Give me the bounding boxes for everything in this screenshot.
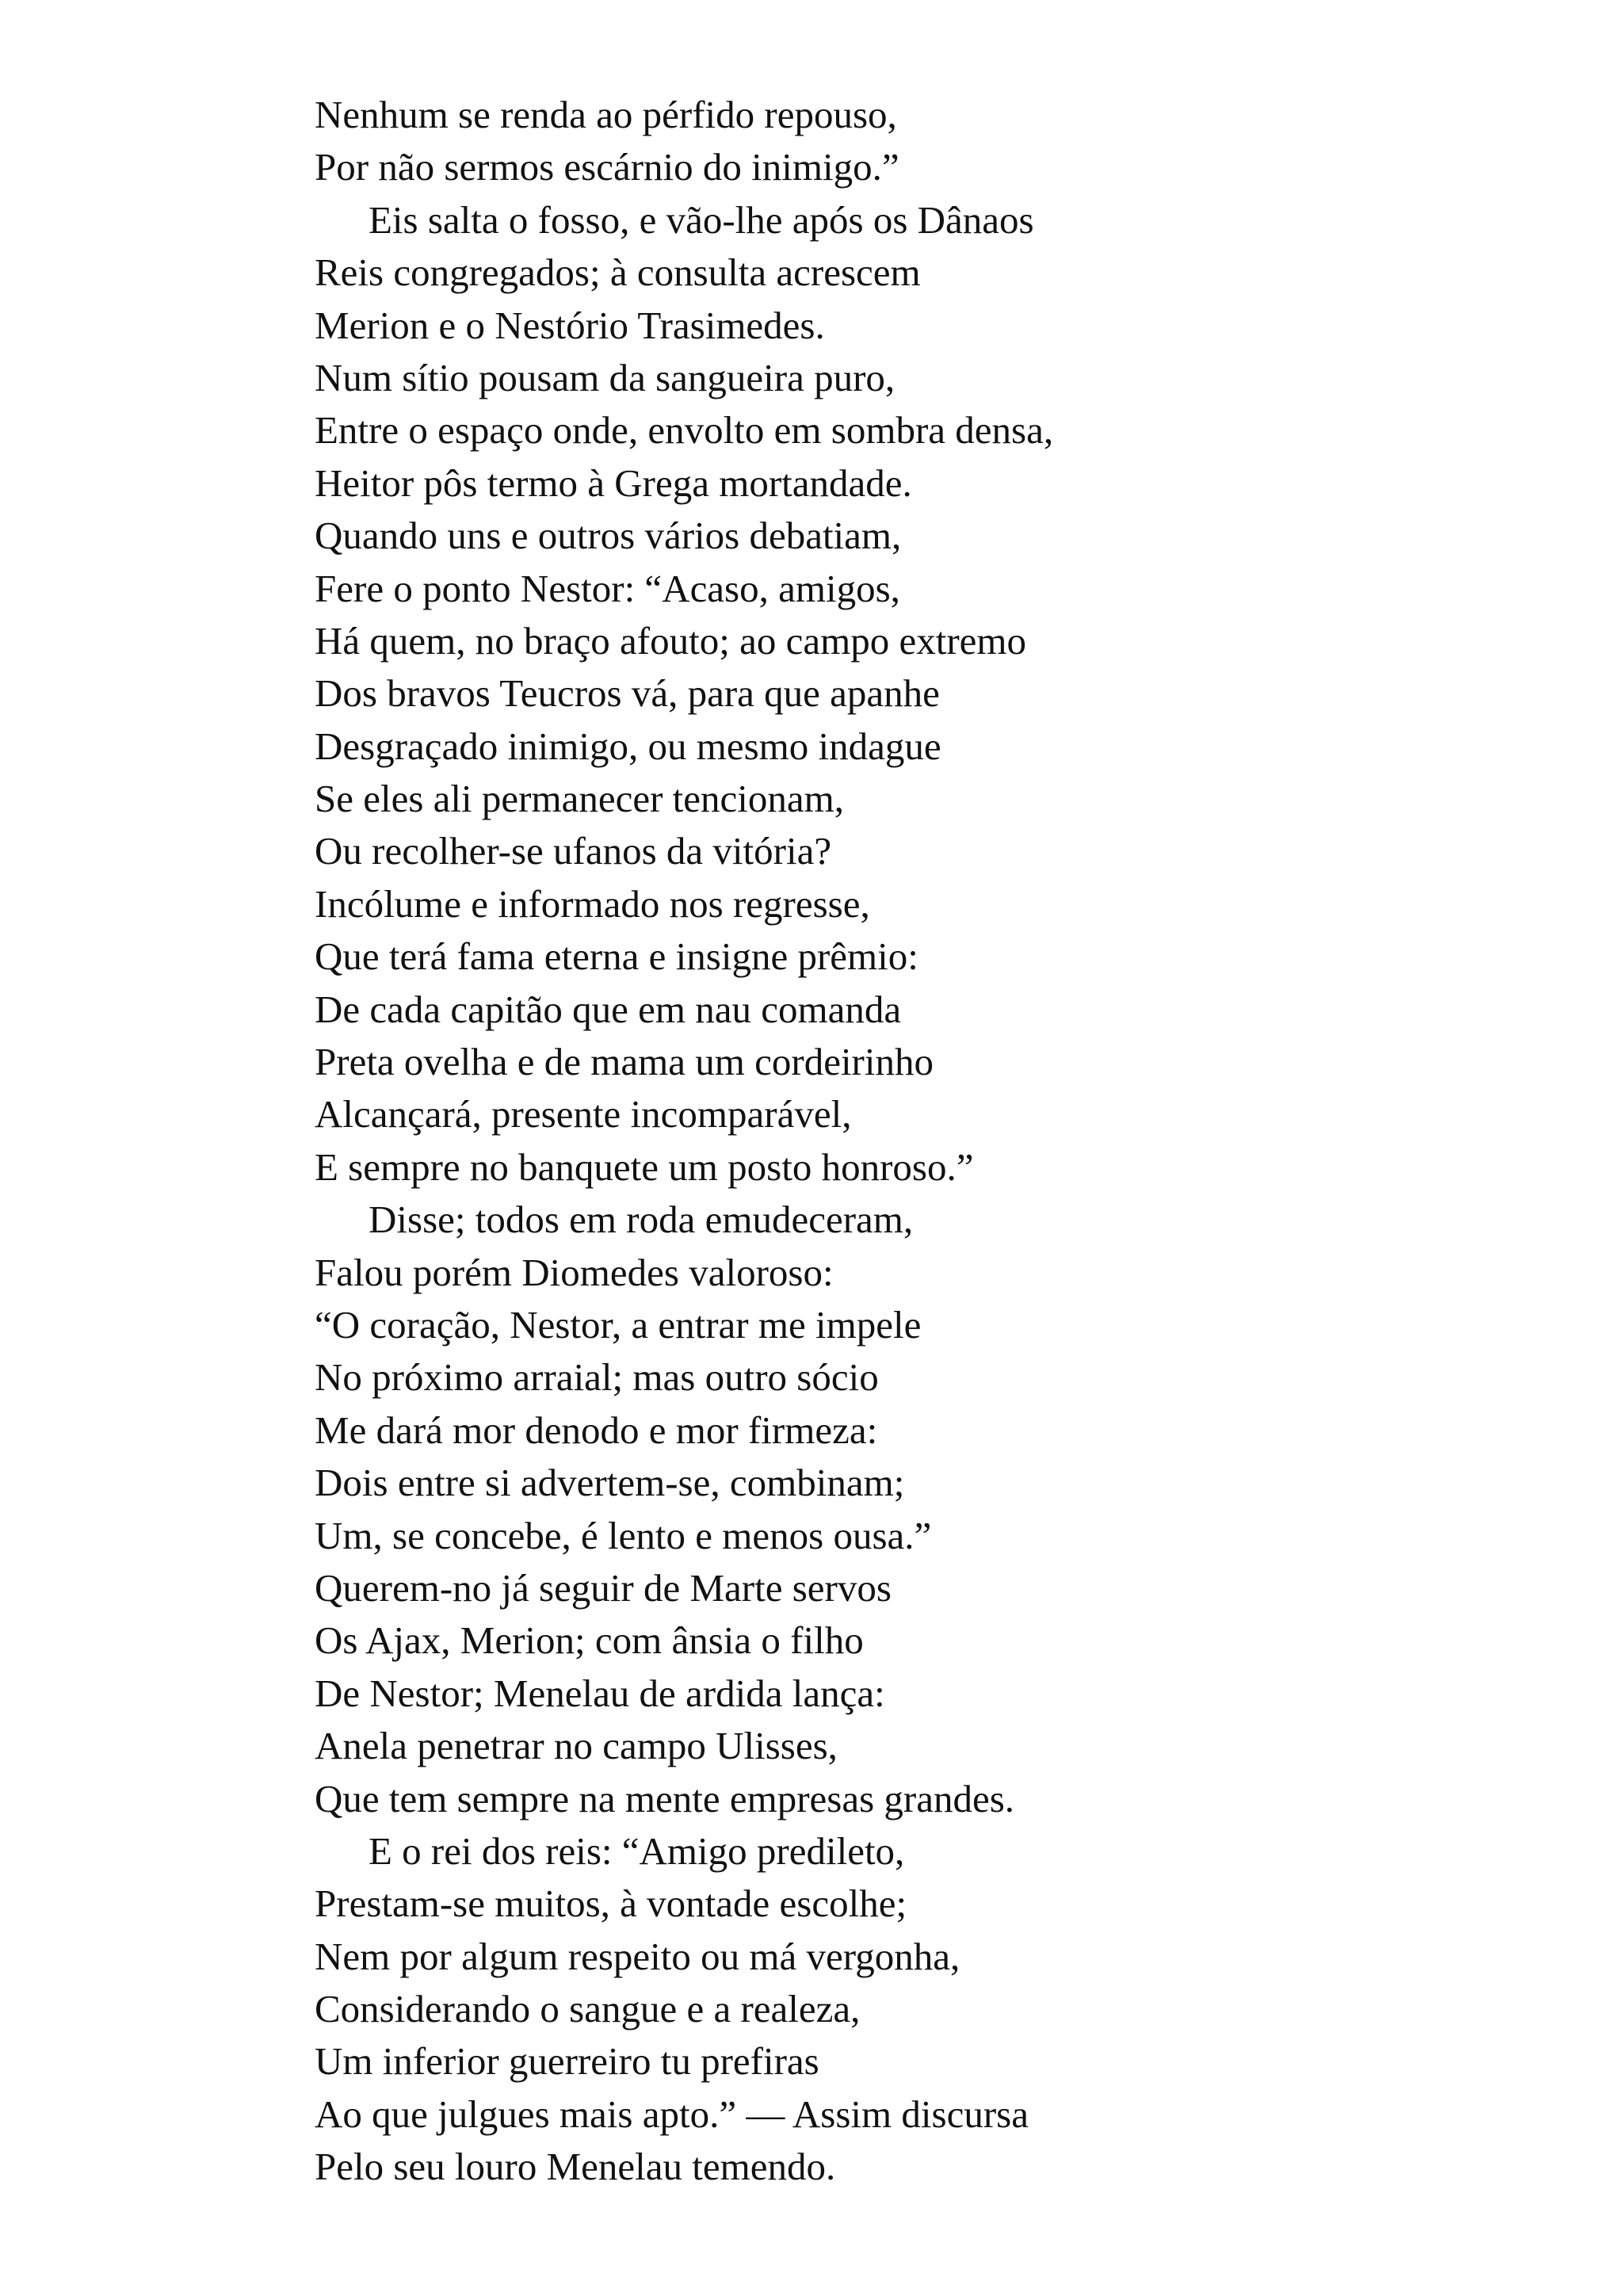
poem-line: Prestam-se muitos, à vontade escolhe; bbox=[315, 1881, 907, 1926]
poem-line: Desgraçado inimigo, ou mesmo indague bbox=[315, 724, 941, 768]
poem-line: E o rei dos reis: “Amigo predileto, bbox=[369, 1828, 905, 1873]
poem-line: Ou recolher-se ufanos da vitória? bbox=[315, 829, 832, 873]
poem-line: Num sítio pousam da sangueira puro, bbox=[315, 355, 896, 399]
poem-line: Heitor pôs termo à Grega mortandade. bbox=[315, 460, 912, 505]
poem-line: Entre o espaço onde, envolto em sombra densa, bbox=[315, 408, 1054, 453]
poem-line: Que tem sempre na mente empresas grandes. bbox=[315, 1776, 1015, 1820]
poem-line: Um inferior guerreiro tu prefiras bbox=[315, 2039, 819, 2084]
poem-line: Que terá fama eterna e insigne prêmio: bbox=[315, 934, 918, 979]
poem-line: Me dará mor denodo e mor firmeza: bbox=[315, 1408, 878, 1452]
poem-line: De cada capitão que em nau comanda bbox=[315, 987, 902, 1031]
poem-line: Se eles ali permanecer tencionam, bbox=[315, 777, 844, 821]
poem-line: Nem por algum respeito ou má vergonha, bbox=[315, 1934, 960, 1978]
poem-line: Fere o ponto Nestor: “Acaso, amigos, bbox=[315, 566, 900, 610]
poem-line: Reis congregados; à consulta acrescem bbox=[315, 250, 921, 295]
poem-line: De Nestor; Menelau de ardida lança: bbox=[315, 1671, 885, 1715]
poem-line: Dos bravos Teucros vá, para que apanhe bbox=[315, 671, 940, 716]
poem-line: E sempre no banquete um posto honroso.” bbox=[315, 1144, 974, 1189]
poem-line: Por não sermos escárnio do inimigo.” bbox=[315, 145, 899, 189]
poem-line: Anela penetrar no campo Ulisses, bbox=[315, 1724, 838, 1768]
poem-line: Incólume e informado nos regresse, bbox=[315, 881, 870, 926]
poem-line: Os Ajax, Merion; com ânsia o filho bbox=[315, 1618, 864, 1663]
poem-line: Nenhum se renda ao pérfido repouso, bbox=[315, 93, 897, 136]
poem-line: Pelo seu louro Menelau temendo. bbox=[315, 2145, 836, 2189]
poem-line: Há quem, no braço afouto; ao campo extremo bbox=[315, 618, 1027, 663]
poem-line: Dois entre si advertem-se, combinam; bbox=[315, 1461, 905, 1505]
poem-line: Querem-no já seguir de Marte servos bbox=[315, 1565, 892, 1610]
poem-line: Merion e o Nestório Trasimedes. bbox=[315, 303, 825, 347]
poem-line: Um, se concebe, é lento e menos ousa.” bbox=[315, 1513, 932, 1557]
poem-line: “O coração, Nestor, a entrar me impele bbox=[315, 1302, 922, 1347]
poem-line: Quando uns e outros vários debatiam, bbox=[315, 514, 902, 558]
poem-line: Preta ovelha e de mama um cordeirinho bbox=[315, 1040, 934, 1084]
poem-line: Disse; todos em roda emudeceram, bbox=[369, 1198, 914, 1242]
poem-line: Falou porém Diomedes valoroso: bbox=[315, 1250, 834, 1294]
poem-line: Eis salta o fosso, e vão-lhe após os Dânaos bbox=[369, 197, 1034, 242]
poem-line: Ao que julgues mais apto.” — Assim discursa bbox=[315, 2092, 1029, 2136]
poem-body bbox=[315, 89, 1551, 2194]
poem-line: Alcançará, presente incomparável, bbox=[315, 1092, 852, 1137]
poem-line: Considerando o sangue e a realeza, bbox=[315, 1987, 861, 2031]
poem-line: No próximo arraial; mas outro sócio bbox=[315, 1355, 879, 1400]
